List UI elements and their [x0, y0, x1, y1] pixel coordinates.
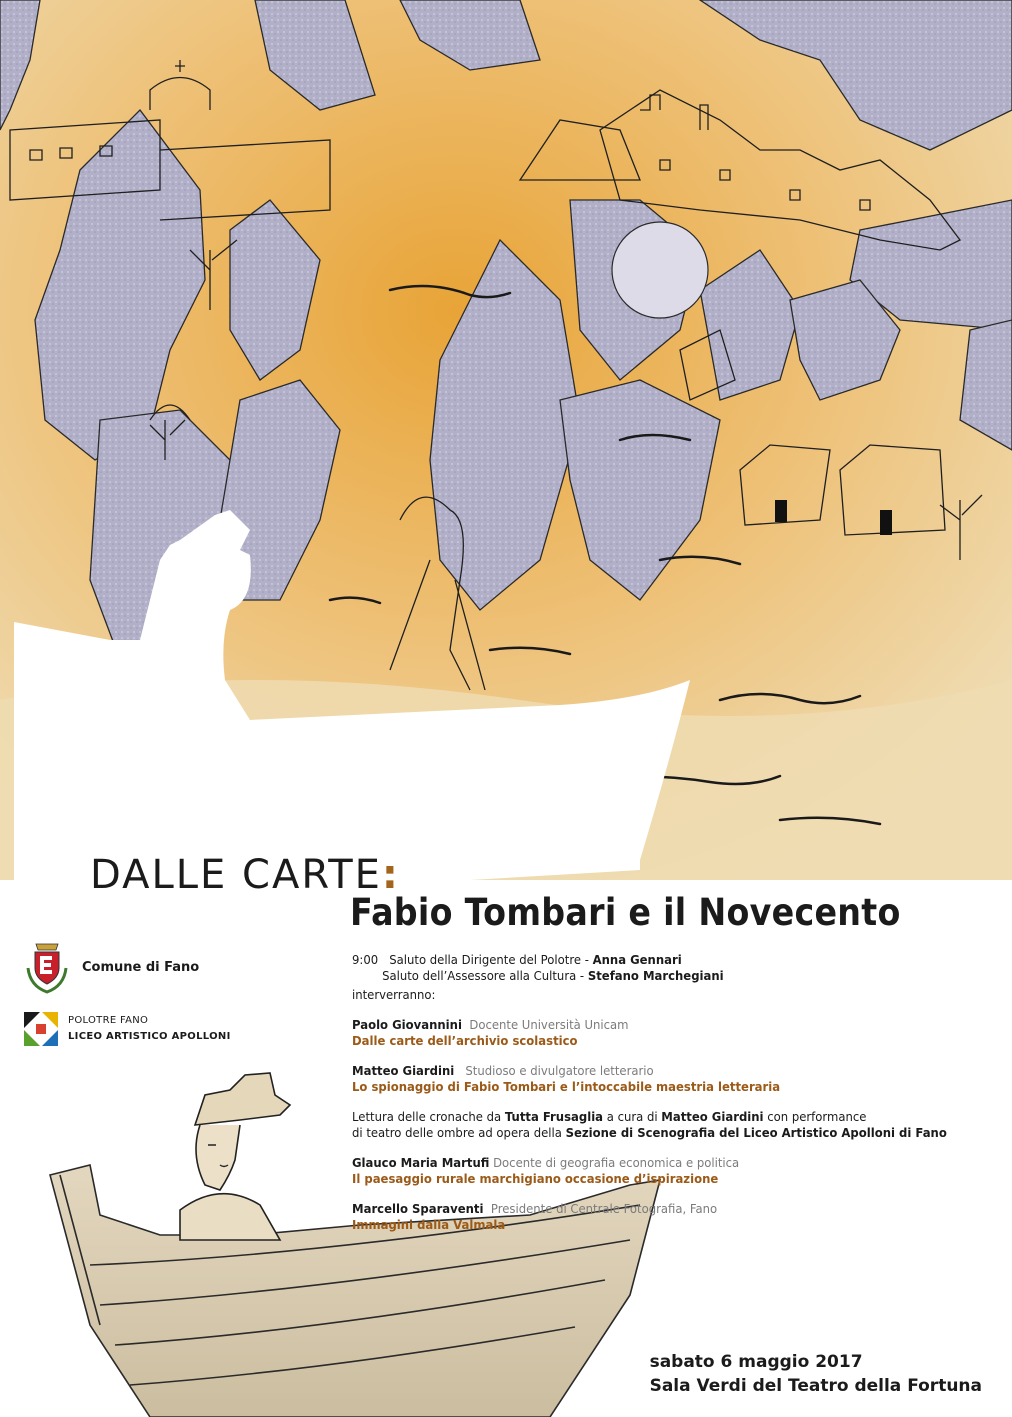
program-intro: interverranno:	[352, 988, 436, 1002]
speaker1-role: Docente Università Unicam	[469, 1018, 629, 1032]
speaker-2	[352, 1063, 953, 1079]
reading-line-2	[352, 1125, 953, 1141]
reading-line-1	[352, 1109, 953, 1125]
logo-polotre-fano	[24, 1012, 231, 1046]
reading-a: Lettura delle cronache da	[352, 1110, 505, 1124]
logo-comune-di-fano	[24, 938, 199, 996]
title-colon: :	[381, 852, 400, 898]
speaker3-name: Glauco Maria Martufi	[352, 1156, 490, 1170]
comune-label: Comune di Fano	[82, 959, 200, 975]
speaker3-talk: Il paesaggio rurale marchigiano occasione d’ispirazione	[352, 1172, 719, 1186]
polotre-label: POLOTRE FANO	[68, 1015, 149, 1026]
coat-of-arms-icon	[24, 938, 70, 996]
program-time: 9:00	[352, 953, 379, 967]
reading-d: Matteo Giardini	[661, 1110, 764, 1124]
reading-c: a cura di	[603, 1110, 662, 1124]
speaker2-role: Studioso e divulgatore letterario	[465, 1064, 654, 1078]
reading-e: con performance	[763, 1110, 867, 1124]
speaker-1	[352, 1017, 953, 1033]
reading-g: Sezione di Scenografia del Liceo Artistico Apolloni di Fano	[565, 1126, 947, 1140]
speaker1-name: Paolo Giovannini	[352, 1018, 462, 1032]
event-venue: Sala Verdi del Teatro della Fortuna	[649, 1376, 982, 1396]
speaker-3	[352, 1155, 953, 1171]
event-footer	[650, 1350, 982, 1398]
program-greeting-2	[352, 968, 953, 984]
speaker4-name: Marcello Sparaventi	[352, 1202, 484, 1216]
title-dalle-carte: DALLE CARTE:	[90, 852, 400, 898]
speaker-4	[352, 1201, 953, 1217]
greet2-name: Stefano Marchegiani	[587, 969, 724, 983]
program-greeting-1	[352, 952, 953, 968]
reading-f: di teatro delle ombre ad opera della	[352, 1126, 566, 1140]
greet2-text: Saluto dell’Assessore alla Cultura -	[382, 969, 588, 983]
polotre-logo-icon	[24, 1012, 58, 1046]
reading-b: Tutta Frusaglia	[504, 1110, 604, 1124]
program	[352, 952, 953, 1233]
speaker2-talk: Lo spionaggio di Fabio Tombari e l’intoccabile maestria letteraria	[352, 1080, 781, 1094]
title-subtitle: Fabio Tombari e il Novecento	[350, 891, 901, 934]
greet1-name: Anna Gennari	[592, 953, 682, 967]
greet1-text: Saluto della Dirigente del Polotre -	[389, 953, 593, 967]
speaker4-role: Presidente di Centrale Fotografia, Fano	[490, 1202, 718, 1216]
speaker3-role: Docente di geografia economica e politica	[493, 1156, 740, 1170]
liceo-label: LICEO ARTISTICO APOLLONI	[68, 1031, 231, 1042]
speaker2-name: Matteo Giardini	[352, 1064, 455, 1078]
speaker1-talk: Dalle carte dell’archivio scolastico	[352, 1034, 578, 1048]
event-date: sabato 6 maggio 2017	[649, 1352, 863, 1372]
speaker4-talk: Immagini dalla Valmala	[352, 1218, 506, 1232]
